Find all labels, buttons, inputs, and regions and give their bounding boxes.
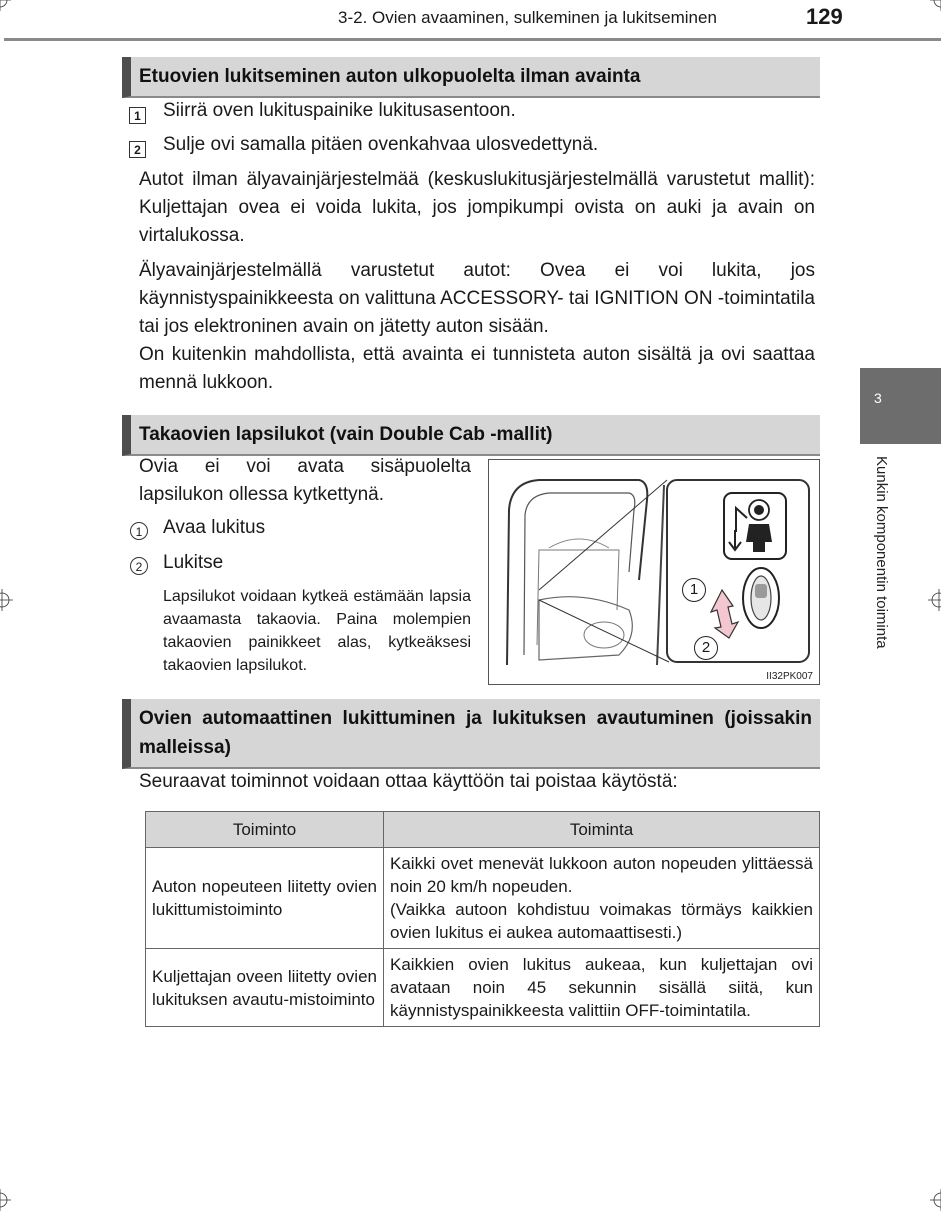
functions-table [145,811,820,1027]
paragraph-key-not-detected: On kuitenkin mahdollista, että avainta ei tunnisteta auton sisältä ja ovi saattaa mennä lukkoon. [139,344,815,393]
table-cell-operation [384,848,820,949]
section-heading-auto-locking [122,699,820,769]
step-number-box: 1 [129,107,146,124]
item-text: Lukitse [163,552,224,573]
chapter-tab-label: Kunkin komponentin toiminta [873,456,890,649]
callout-number: 1 [130,522,148,540]
table-header-row [146,812,820,848]
paragraph-functions-intro: Seuraavat toiminnot voidaan ottaa käyttöön tai poistaa käytöstä: [139,771,678,792]
table-row [146,848,820,949]
figure-code: II32PK007 [766,671,813,682]
section-heading-text: Etuovien lukitseminen auton ulkopuolelta ilman avainta [139,66,641,87]
table-header-operation: Toiminta [384,812,820,848]
paragraph-child-lock-intro: Ovia ei voi avata sisäpuolelta lapsilukon ollessa kytkettynä. [139,456,471,505]
callout-2: 2 [694,636,718,660]
chapter-title: 3-2. Ovien avaaminen, sulkeminen ja lukitseminen [338,8,717,27]
item-unlock [130,517,266,542]
operation-note: (Vaikka autoon kohdistuu voimakas törmäys kaikkien ovien lukitus ei aukea automaattisesti.) [390,900,813,942]
door-diagram [489,460,819,684]
child-lock-illustration [488,459,820,685]
callout-number: 2 [130,557,148,575]
header-rule [4,38,941,41]
chapter-tab-number: 3 [874,390,882,406]
section-heading-text: Ovien automaattinen lukittuminen ja lukituksen avautuminen (joissakin malleissa) [139,708,812,758]
paragraph-smart-key: Älyavainjärjestelmällä varustetut autot: Ovea ei voi lukita, jos käynnistyspainikkeesta on valittuna ACCESSORY- tai IGNITION ON -toimintatila tai jos elektroninen avain on jätetty auton sisään. [139,260,815,337]
section-heading-front-door-locking [122,57,820,98]
step-2 [129,134,599,160]
item-lock [130,552,224,577]
crop-mark-bottom-left [0,1189,11,1211]
page-number: 129 [806,4,843,29]
section-heading-child-locks [122,415,820,456]
step-text: Sulje ovi samalla pitäen ovenkahvaa ulosvedettynä. [163,134,599,155]
table-cell-function: Auton nopeuteen liitetty ovien lukittumistoiminto [146,848,384,949]
crop-mark-top-right [930,0,941,11]
table-header-function: Toiminto [146,812,384,848]
table-row [146,949,820,1027]
crop-mark-top-left [0,0,11,11]
section-heading-text: Takaovien lapsilukot (vain Double Cab -mallit) [139,424,553,445]
callout-1: 1 [682,578,706,602]
item-text: Avaa lukitus [163,517,266,538]
note-child-lock: Lapsilukot voidaan kytkeä estämään lapsia avaamasta takaovia. Paina molempien takaovien painikkeet alas, kytkeäksesi takaovien lapsilukot. [163,588,471,674]
crop-mark-right [928,589,941,611]
chapter-tab [860,368,941,444]
step-text: Siirrä oven lukituspainike lukitusasentoon. [163,100,516,121]
step-1 [129,100,516,126]
operation-text: Kaikki ovet menevät lukkoon auton nopeuden ylittäessä noin 20 km/h nopeuden. [390,854,813,896]
crop-mark-bottom-right [930,1189,941,1211]
crop-mark-left [0,589,13,611]
table-cell-function: Kuljettajan oveen liitetty ovien lukituksen avautu-mistoiminto [146,949,384,1027]
operation-text: Kaikkien ovien lukitus aukeaa, kun kuljettajan ovi avataan noin 45 sekunnin sisällä siitä, kun käynnistyspainikkeesta valittiin OFF-toimintatila. [390,955,813,1020]
table-cell-operation [384,949,820,1027]
paragraph-no-smart-key: Autot ilman älyavainjärjestelmää (keskuslukitusjärjestelmällä varustetut mallit): Kuljettajan ovea ei voida lukita, jos jompikumpi ovista on auki ja avain on virtalukossa. [139,169,815,246]
step-number-box: 2 [129,141,146,158]
